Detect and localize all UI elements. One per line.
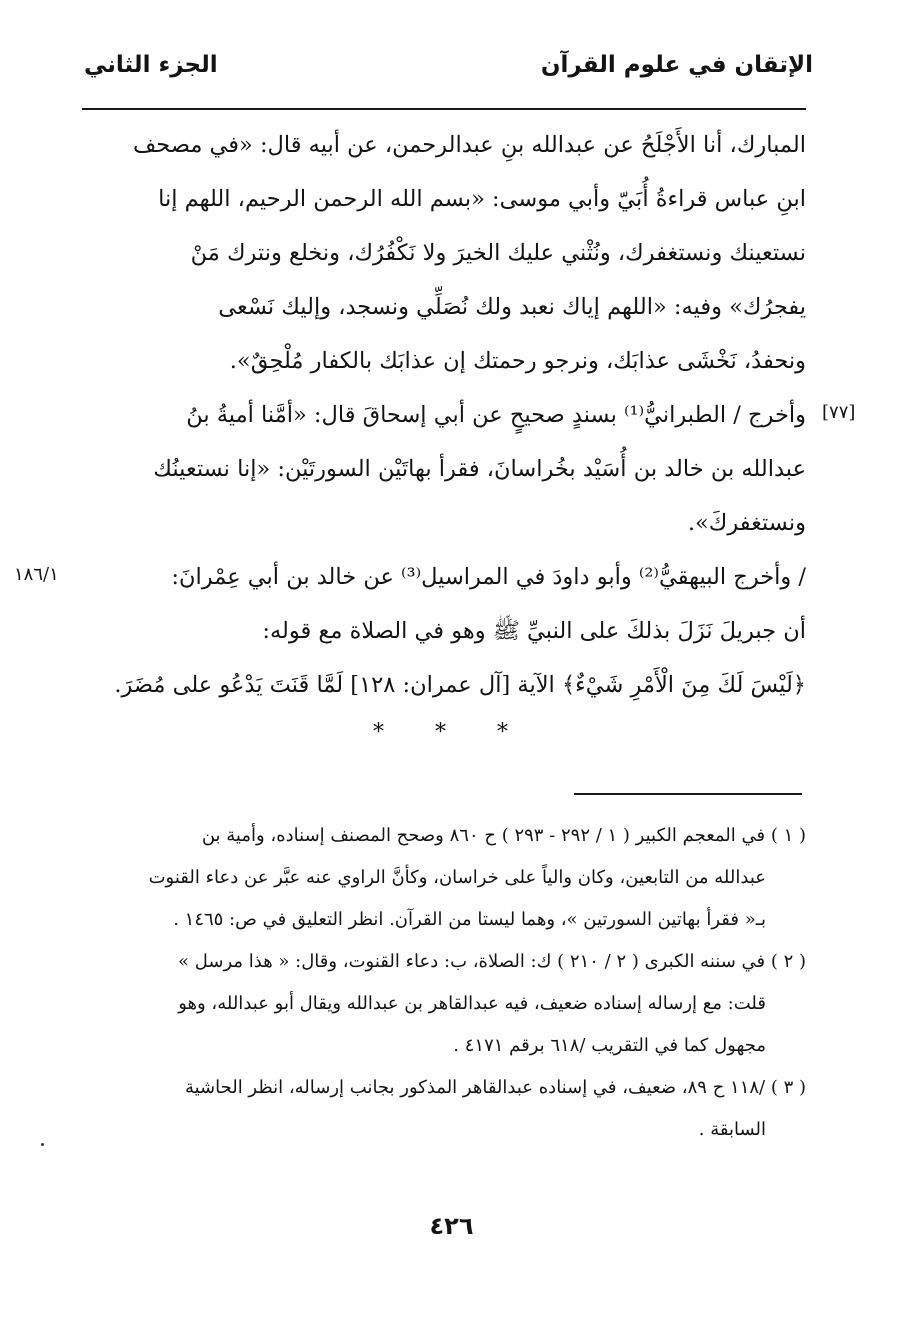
text-line: / وأخرج البيهقيُّ⁽²⁾ وأبو داودَ في المراسيل⁽³⁾ عن خالد بن أبي عِمْرانَ: <box>171 564 806 590</box>
main-text <box>84 118 806 712</box>
footnote-line: مجهول كما في التقريب /٦١٨ برقم ٤١٧١ . <box>453 1035 766 1056</box>
text-line: يفجرُك» وفيه: «اللهم إياك نعبد ولك نُصَلِّي ونسجد، وإليك نَسْعى <box>218 294 806 320</box>
text-line: نستعينك ونستغفرك، ونُثْني عليك الخيرَ ولا نَكْفُرُك، ونخلع ونترك مَنْ <box>190 240 806 266</box>
running-header-volume: الجزء الثاني <box>84 52 218 78</box>
footnote-line: ( ٣ ) /١١٨ ح ٨٩، ضعيف، في إسناده عبدالقاهر المذكور بجانب إرساله، انظر الحاشية <box>184 1077 806 1098</box>
footnote-line: ( ١ ) في المعجم الكبير ( ١ / ٢٩٢ - ٢٩٣ ) ح ٨٦٠ وصحح المصنف إسناده، وأمية بن <box>201 825 806 846</box>
footnote-line: عبدالله من التابعين، وكان والياً على خراسان، وكأنَّ الراوي عنه عبَّر عن دعاء القنوت <box>148 867 766 888</box>
stray-mark <box>41 1143 44 1146</box>
footnote-line: ( ٢ ) في سننه الكبرى ( ٢ / ٢١٠ ) ك: الصلاة، ب: دعاء القنوت، وقال: « هذا مرسل » <box>178 951 806 972</box>
section-separator: * * * <box>373 720 530 745</box>
text-line: المبارك، أنا الأَجْلَحُ عن عبدالله بنِ عبدالرحمن، عن أبيه قال: «في مصحف <box>133 132 806 158</box>
text-line: ونستغفركَ». <box>687 510 806 536</box>
margin-reference-volume-page: ١٨٦/١ <box>14 564 59 585</box>
text-line: عبدالله بن خالد بن أُسَيْد بخُراسانَ، فقرأ بهاتَيْن السورتَيْن: «إنا نستعينُك <box>153 456 806 482</box>
footnote-rule <box>574 793 802 795</box>
footnote-line: قلت: مع إرساله إسناده ضعيف، فيه عبدالقاهر بن عبدالله ويقال أبو عبدالله، وهو <box>178 993 766 1014</box>
text-line: ونحفدُ، نَخْشَى عذابَك، ونرجو رحمتك إن عذابَك بالكفار مُلْحِقٌ». <box>229 348 806 374</box>
text-line: أن جبريلَ نَزَلَ بذلكَ على النبيِّ ﷺ وهو في الصلاة مع قوله: <box>262 618 806 644</box>
footnote-line: بـ« فقرأ بهاتين السورتين »، وهما ليستا من القرآن. انظر التعليق في ص: ١٤٦٥ . <box>173 909 766 930</box>
text-line: ابنِ عباس قراءةُ أُبَيّ وأبي موسى: «بسم الله الرحمن الرحيم، اللهم إنا <box>158 186 806 212</box>
footnote-line: السابقة . <box>698 1119 766 1140</box>
running-header-title: الإتقان في علوم القرآن <box>540 52 813 78</box>
text-line: ﴿لَيْسَ لَكَ مِنَ الْأَمْرِ شَيْءٌ﴾ الآية [آل عمران: ١٢٨] لَمَّا قَنَتَ يَدْعُو على مُضَرَ. <box>114 672 806 698</box>
header-rule <box>82 108 806 110</box>
text-line: وأخرج / الطبرانيُّ⁽¹⁾ بسندٍ صحيحٍ عن أبي إسحاقَ قال: «أمَّنا أميةُ بنُ <box>186 402 806 428</box>
margin-reference-77: [٧٧] <box>822 402 856 423</box>
footnotes <box>84 815 806 1151</box>
page-number: ٤٢٦ <box>429 1212 474 1240</box>
